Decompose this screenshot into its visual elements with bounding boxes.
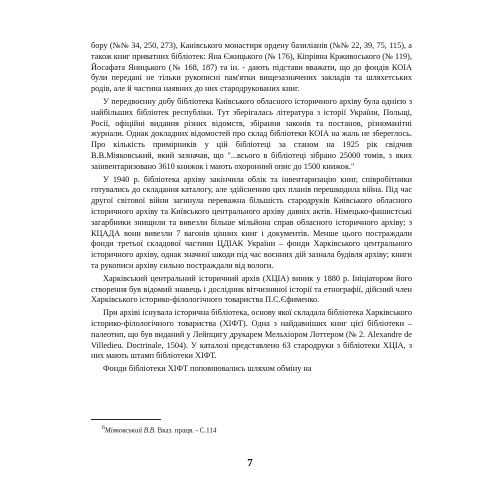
paragraph-6: Фонди бібліотеки ХІФТ поповнювались шляхом обміну на xyxy=(103,364,312,374)
paragraph-3: У 1940 р. бібліотека архіву закінчила облік та інвентаризацію книг, співробітники готувались до складання каталогу, але здійсненню цих планів перешкодила війна. Під час другої світової війни загинула переважна більшість стародруків Київського обласного історичного архіву та Київського центрального архіву давніх актів. Німецько-фашистські загарбники знищили та вивезли більше мільйона справ обласного історичного архіву; з КЦАДА вони вивезли 7 вагонів цінних книг і документів. Менше цього постраждали фонди третьої складової частини ЦДІАК України – фонди Харківського центрального історичного архіву, однак значної шкоди під час воєнних дій зазнала будівля архіву; книги та рукописи архіву сильно постраждали від вологи. xyxy=(91,174,412,270)
footnote-marker: 6 xyxy=(102,425,105,431)
paragraph-5: При архіві існувала історична бібліотека, основу якої складала бібліотека Харківського історико-філологічного товариства (ХІФТ). Одна з найдавніших книг цієї бібліотеки – палеотип, що був виданий у Лейпцигу друкарем Мельхіором Лоттером (№ 2. Alexandre de Villedieu. Doctrinale, 1504). У каталозі представлено 63 стародруки з бібліотеки ХЦІА, з них мають штамп бібліотеки ХІФТ. xyxy=(91,308,412,361)
page-number: 7 xyxy=(247,457,253,469)
footnote-divider xyxy=(91,419,161,420)
footnote xyxy=(102,424,402,435)
paragraph-4: Харківський центральний історичний архів (ХЦІА) виник у 1880 р. Ініціатором його створення був відомий знавець і дослідник вітчизняної історії та етнографії, дійсний член Харківського історико-філологічного товариства П.С.Єфименко. xyxy=(91,273,412,305)
footnote-author: Міяковський В.В. xyxy=(104,426,156,435)
footnote-text: Вказ. праця. - С.114 xyxy=(155,426,217,435)
paragraph-2: У передвоєнну добу бібліотека Київського обласного історичного архіву була однією з найбільших бібліотек республіки. Тут зберігалась література з історії України, Польщі, Росії, офіційні видання різних відомств, збірання законів та постанов, різноманітні журнали. Однак докладних відомостей про склад бібліотеки КОІА на жаль не збереглось. Про кількість примірників у цій бібліотеці за станом на 1925 рік свідчив В.В.Міяковський, який зазначав, що "...всього в бібліотеці зібрано 25000 томів, з яких заінвентаризовано 3610 книжок і мають охоронний опис до 1500 книжок." xyxy=(91,96,412,171)
paragraph-1: бору (№№ 34, 250, 273), Канівського монастиря ордену базиліанів (№№ 22, 39, 75, 115), а також книг приватних бібліотек: Яна Єжицького (№ 176), Кіпріяна Крживоського (№ 119), Йосафата Яницького (№ 168, 187) та ін. - дають підстави вважати, що до фондів КОІА були передані не тільки рукописні пам'ятки вищезазначених закладів та шляхетських родів, але й частина наявних до них стародрукованих книг. xyxy=(91,41,413,94)
